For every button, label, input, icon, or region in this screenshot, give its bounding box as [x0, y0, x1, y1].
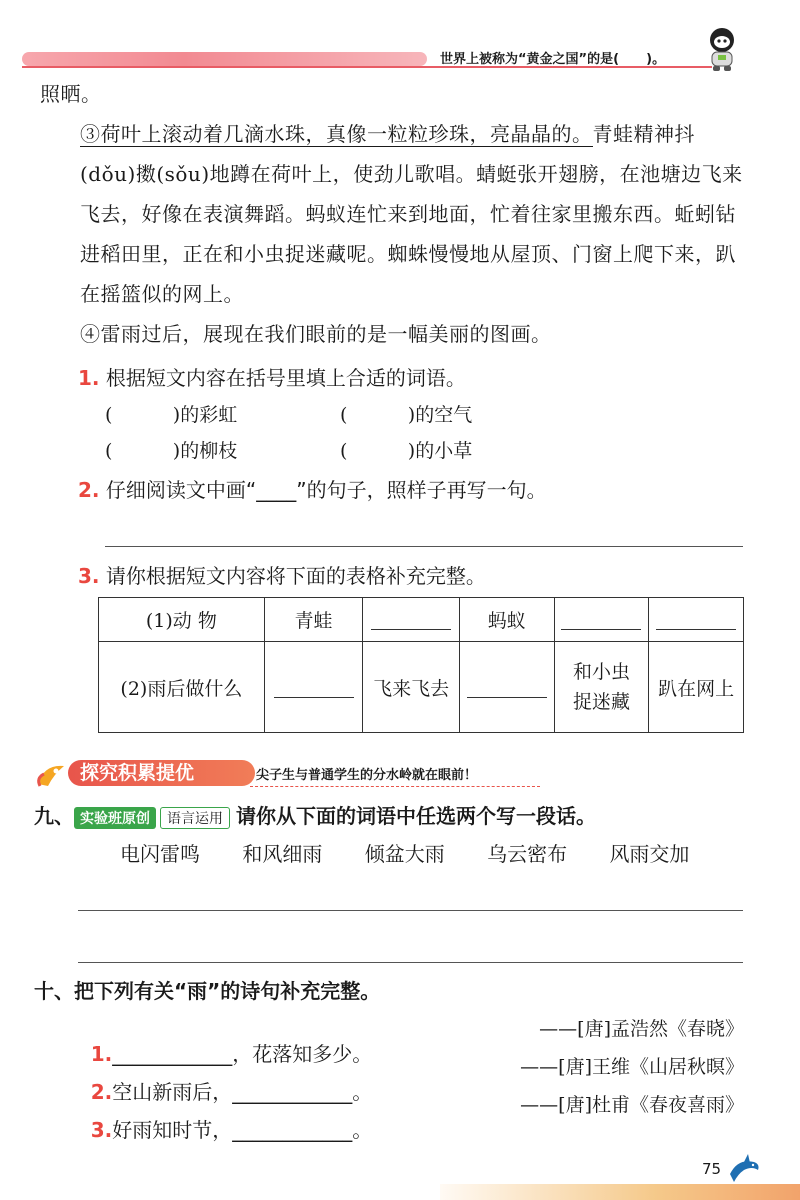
header-band: [22, 52, 427, 66]
table-row: [99, 598, 744, 642]
poem-source: ——[唐]孟浩然《春晓》: [539, 1018, 744, 1040]
blank-line[interactable]: [561, 611, 641, 630]
tag-original: 实验班原创: [74, 807, 156, 829]
blank-line[interactable]: [656, 611, 736, 630]
table-blank-cell[interactable]: [459, 642, 554, 733]
poem-source: ——[唐]王维《山居秋暝》: [520, 1056, 744, 1078]
word-item: 乌云密布: [487, 842, 568, 866]
item-number: 3.: [90, 1118, 113, 1142]
section-text: 请你从下面的词语中任选两个写一段话。: [236, 804, 596, 828]
question-number: 2.: [78, 478, 100, 502]
table-cell: 趴在网上: [649, 642, 744, 733]
question-1: [78, 362, 466, 391]
fill-blank-air[interactable]: ( )的空气: [340, 404, 473, 426]
answer-line[interactable]: [105, 546, 743, 547]
question-number: 1.: [78, 366, 100, 390]
blank-line[interactable]: [371, 611, 451, 630]
table-cell: 蚂蚁: [459, 598, 554, 642]
word-item: 和风细雨: [242, 842, 323, 866]
passage-paragraph-3-rest: 青蛙精神抖(dǒu)擞(sǒu)地蹲在荷叶上，使劲儿歌唱。蜻蜓张开翅膀，在池塘边飞来飞去，好像在表演舞蹈。蚂蚁连忙来到地面，忙着往家里搬东西。蚯蚓钻进稻田里，正在和小虫捉迷藏呢。蜘蛛慢慢地从屋顶、门窗上爬下来，趴在摇篮似的网上。: [80, 122, 743, 306]
banner-tagline: 尖子生与普通学生的分水岭就在眼前！: [256, 768, 478, 783]
reading-passage: [40, 74, 750, 354]
question-number: 3.: [78, 564, 100, 588]
passage-line-0: 照晒。: [40, 82, 102, 106]
tag-language: 语言运用: [160, 807, 230, 829]
question-3: [78, 560, 486, 589]
passage-paragraph-4: ④雷雨过后，展现在我们眼前的是一幅美丽的图画。: [80, 322, 552, 346]
fill-blank-willow[interactable]: ( )的柳枝: [105, 440, 238, 462]
table-cell: [554, 642, 649, 733]
fill-blank-rainbow[interactable]: ( )的彩虹: [105, 404, 238, 426]
question-text: 仔细阅读文中画“____”的句子，照样子再写一句。: [105, 478, 547, 502]
passage-paragraph-3: [70, 114, 750, 314]
fill-blank-grass[interactable]: ( )的小草: [340, 440, 473, 462]
writing-line[interactable]: [78, 962, 743, 963]
poem-text: 空山新雨后，____________。: [112, 1080, 373, 1104]
table-blank-cell[interactable]: [264, 642, 363, 733]
word-item: 风雨交加: [609, 842, 690, 866]
table-row: [99, 642, 744, 733]
banner-underline: [250, 786, 540, 787]
blank-line[interactable]: [274, 679, 354, 698]
cell-text: 和小虫捉迷藏: [572, 661, 630, 713]
section-9-heading: [34, 800, 596, 829]
astronaut-mascot-icon: [700, 26, 744, 72]
section-banner: 探究积累提优: [68, 760, 255, 786]
writing-line[interactable]: [78, 910, 743, 911]
dolphin-icon: [726, 1152, 762, 1186]
animal-table: [98, 597, 744, 733]
poem-line-3[interactable]: [78, 1090, 372, 1143]
question-text: 根据短文内容在括号里填上合适的词语。: [105, 366, 466, 390]
word-item: 倾盆大雨: [364, 842, 445, 866]
header-trivia: 世界上被称为“黄金之国”的是( )。: [440, 52, 666, 67]
section-prefix: 九、: [34, 804, 74, 828]
table-blank-cell[interactable]: [554, 598, 649, 642]
item-number: 1.: [90, 1042, 113, 1066]
page-number: 75: [702, 1160, 722, 1178]
section-10-heading: 十、把下列有关“雨”的诗句补充完整。: [34, 979, 381, 1003]
table-cell: 飞来飞去: [363, 642, 460, 733]
poem-text: 好雨知时节，____________。: [112, 1118, 373, 1142]
word-item: 电闪雷鸣: [120, 842, 200, 866]
footer-band: [440, 1184, 800, 1200]
table-blank-cell[interactable]: [363, 598, 460, 642]
poem-source: ——[唐]杜甫《春夜喜雨》: [520, 1094, 744, 1116]
table-cell: (2)雨后做什么: [99, 642, 265, 733]
item-number: 2.: [90, 1080, 113, 1104]
underlined-sentence: ③荷叶上滚动着几滴水珠，真像一粒粒珍珠，亮晶晶的。: [80, 122, 593, 146]
table-blank-cell[interactable]: [649, 598, 744, 642]
poem-text: ____________，花落知多少。: [112, 1042, 373, 1066]
table-cell: 青蛙: [264, 598, 363, 642]
rocket-icon: [34, 760, 70, 790]
question-2: [78, 474, 547, 503]
blank-line[interactable]: [467, 679, 547, 698]
table-cell: (1)动 物: [99, 598, 265, 642]
question-text: 请你根据短文内容将下面的表格补充完整。: [105, 564, 486, 588]
word-bank: [120, 838, 719, 867]
